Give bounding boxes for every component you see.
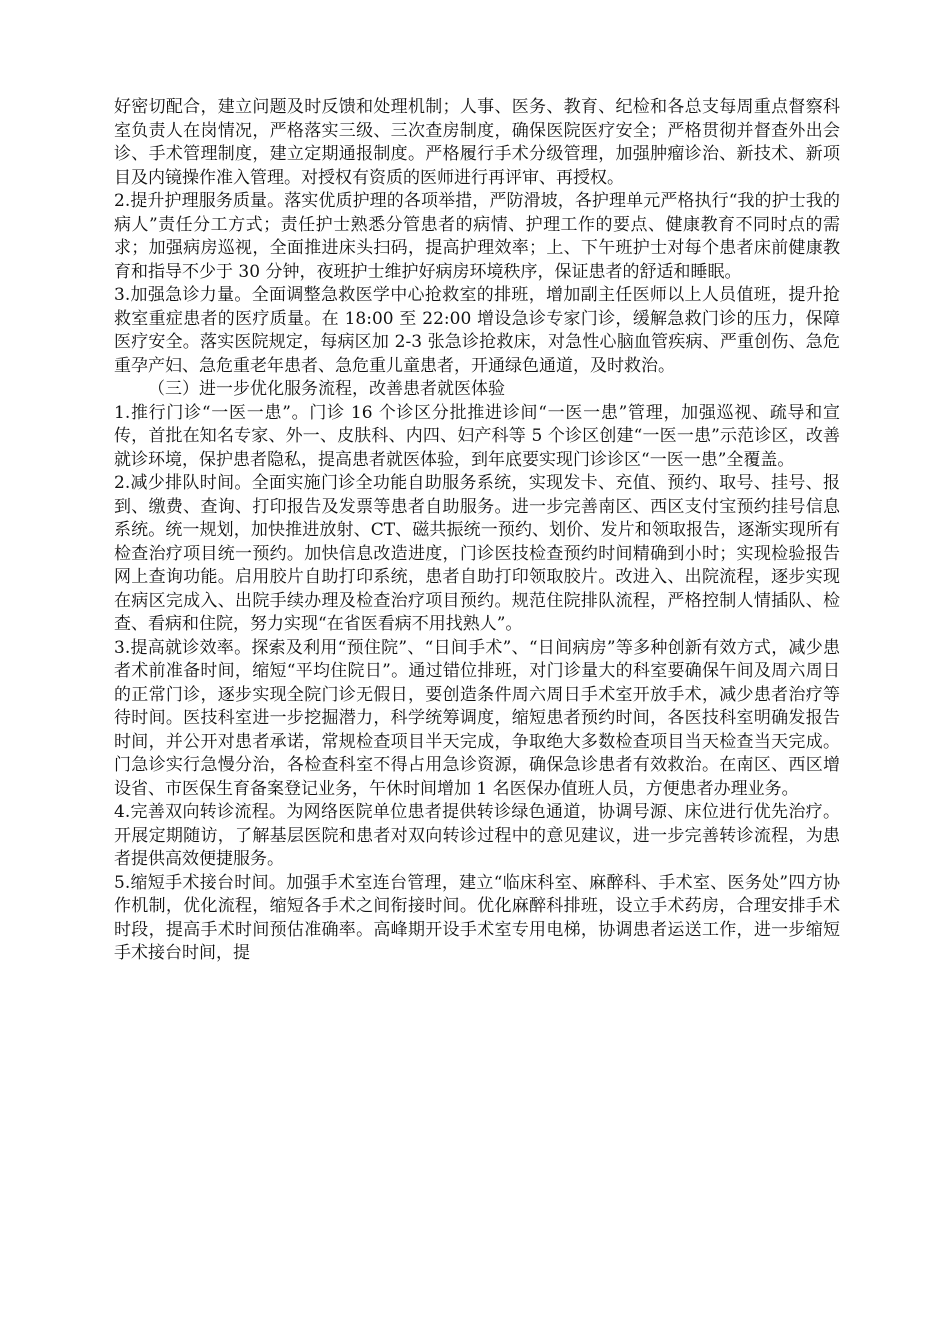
section-heading: （三）进一步优化服务流程，改善患者就医体验 xyxy=(148,379,505,399)
paragraph-emergency: 3.加强急诊力量。全面调整急救医学中心抢救室的排班，增加副主任医师以上人员值班，提升抢救室重症患者的医疗质量。在 18:00 至 22:00 增设急诊专家门诊，缓解急救门诊的压力，保障医疗安全。落实医院规定，每病区加 2-3 张急诊抢救床，对急性心脑血管疾病、严重创伤、急危重孕产妇、急危重老年患者、急危重儿童患者，开通绿色通道，及时救治。 xyxy=(114,285,840,376)
document-body xyxy=(114,96,840,966)
paragraph-continuation: 好密切配合，建立问题及时反馈和处理机制；人事、医务、教育、纪检和各总支每周重点督察科室负责人在岗情况，严格落实三级、三次查房制度，确保医院医疗安全；严格贯彻并督查外出会诊、手术管理制度，建立定期通报制度。严格履行手术分级管理，加强肿瘤诊治、新技术、新项目及内镜操作准入管理。对授权有资质的医师进行再评审、再授权。 xyxy=(114,97,840,188)
paragraph-referral: 4.完善双向转诊流程。为网络医院单位患者提供转诊绿色通道，协调号源、床位进行优先治疗。开展定期随访，了解基层医院和患者对双向转诊过程中的意见建议，进一步完善转诊流程，为患者提供高效便捷服务。 xyxy=(114,802,840,869)
paragraph-nursing-quality: 2.提升护理服务质量。落实优质护理的各项举措，严防滑坡，各护理单元严格执行“我的护士我的病人”责任分工方式；责任护士熟悉分管患者的病情、护理工作的要点、健康教育不同时点的需求；加强病房巡视，全面推进床头扫码，提高护理效率；上、下午班护士对每个患者床前健康教育和指导不少于 30 分钟，夜班护士维护好病房环境秩序，保证患者的舒适和睡眠。 xyxy=(114,191,840,282)
paragraph-outpatient: 1.推行门诊“一医一患”。门诊 16 个诊区分批推进诊间“一医一患”管理，加强巡视、疏导和宣传，首批在知名专家、外一、皮肤科、内四、妇产科等 5 个诊区创建“一医一患”示范诊区，改善就诊环境，保护患者隐私，提高患者就医体验，到年底要实现门诊诊区“一医一患”全覆盖。 xyxy=(114,402,840,470)
paragraph-efficiency: 3.提高就诊效率。探索及利用“预住院”、“日间手术”、“日间病房”等多种创新有效方式，减少患者术前准备时间，缩短“平均住院日”。通过错位排班，对门诊量大的科室要确保午间及周六周日的正常门诊，逐步实现全院门诊无假日，要创造条件周六周日手术室开放手术，减少患者治疗等待时间。医技科室进一步挖掘潜力，科学统筹调度，缩短患者预约时间，各医技科室明确发报告时间，并公开对患者承诺，常规检查项目半天完成，争取绝大多数检查项目当天检查当天完成。门急诊实行急慢分治，各检查科室不得占用急诊资源，确保急诊患者有效救治。在南区、西区增设省、市医保生育备案登记业务，午休时间增加 1 名医保办值班人员，方便患者办理业务。 xyxy=(114,637,840,799)
paragraph-surgery: 5.缩短手术接台时间。加强手术室连台管理，建立“临床科室、麻醉科、手术室、医务处”四方协作机制，优化流程，缩短各手术之间衔接时间。优化麻醉科排班，设立手术药房，合理安排手术时段，提高手术时间预估准确率。高峰期开设手术室专用电梯，协调患者运送工作，进一步缩短手术接台时间，提 xyxy=(114,872,840,963)
paragraph-queue-time: 2.减少排队时间。全面实施门诊全功能自助服务系统，实现发卡、充值、预约、取号、挂号、报到、缴费、查询、打印报告及发票等患者自助服务。进一步完善南区、西区支付宝预约挂号信息系统。统一规划，加快推进放射、CT、磁共振统一预约、划价、发片和领取报告，逐渐实现所有检查治疗项目统一预约。加快信息改造进度，门诊医技检查预约时间精确到小时；实现检验报告网上查询功能。启用胶片自助打印系统，患者自助打印领取胶片。改进入、出院流程，逐步实现在病区完成入、出院手续办理及检查治疗项目预约。规范住院排队流程，严格控制人情插队、检查、看病和住院，努力实现“在省医看病不用找熟人”。 xyxy=(114,473,840,634)
